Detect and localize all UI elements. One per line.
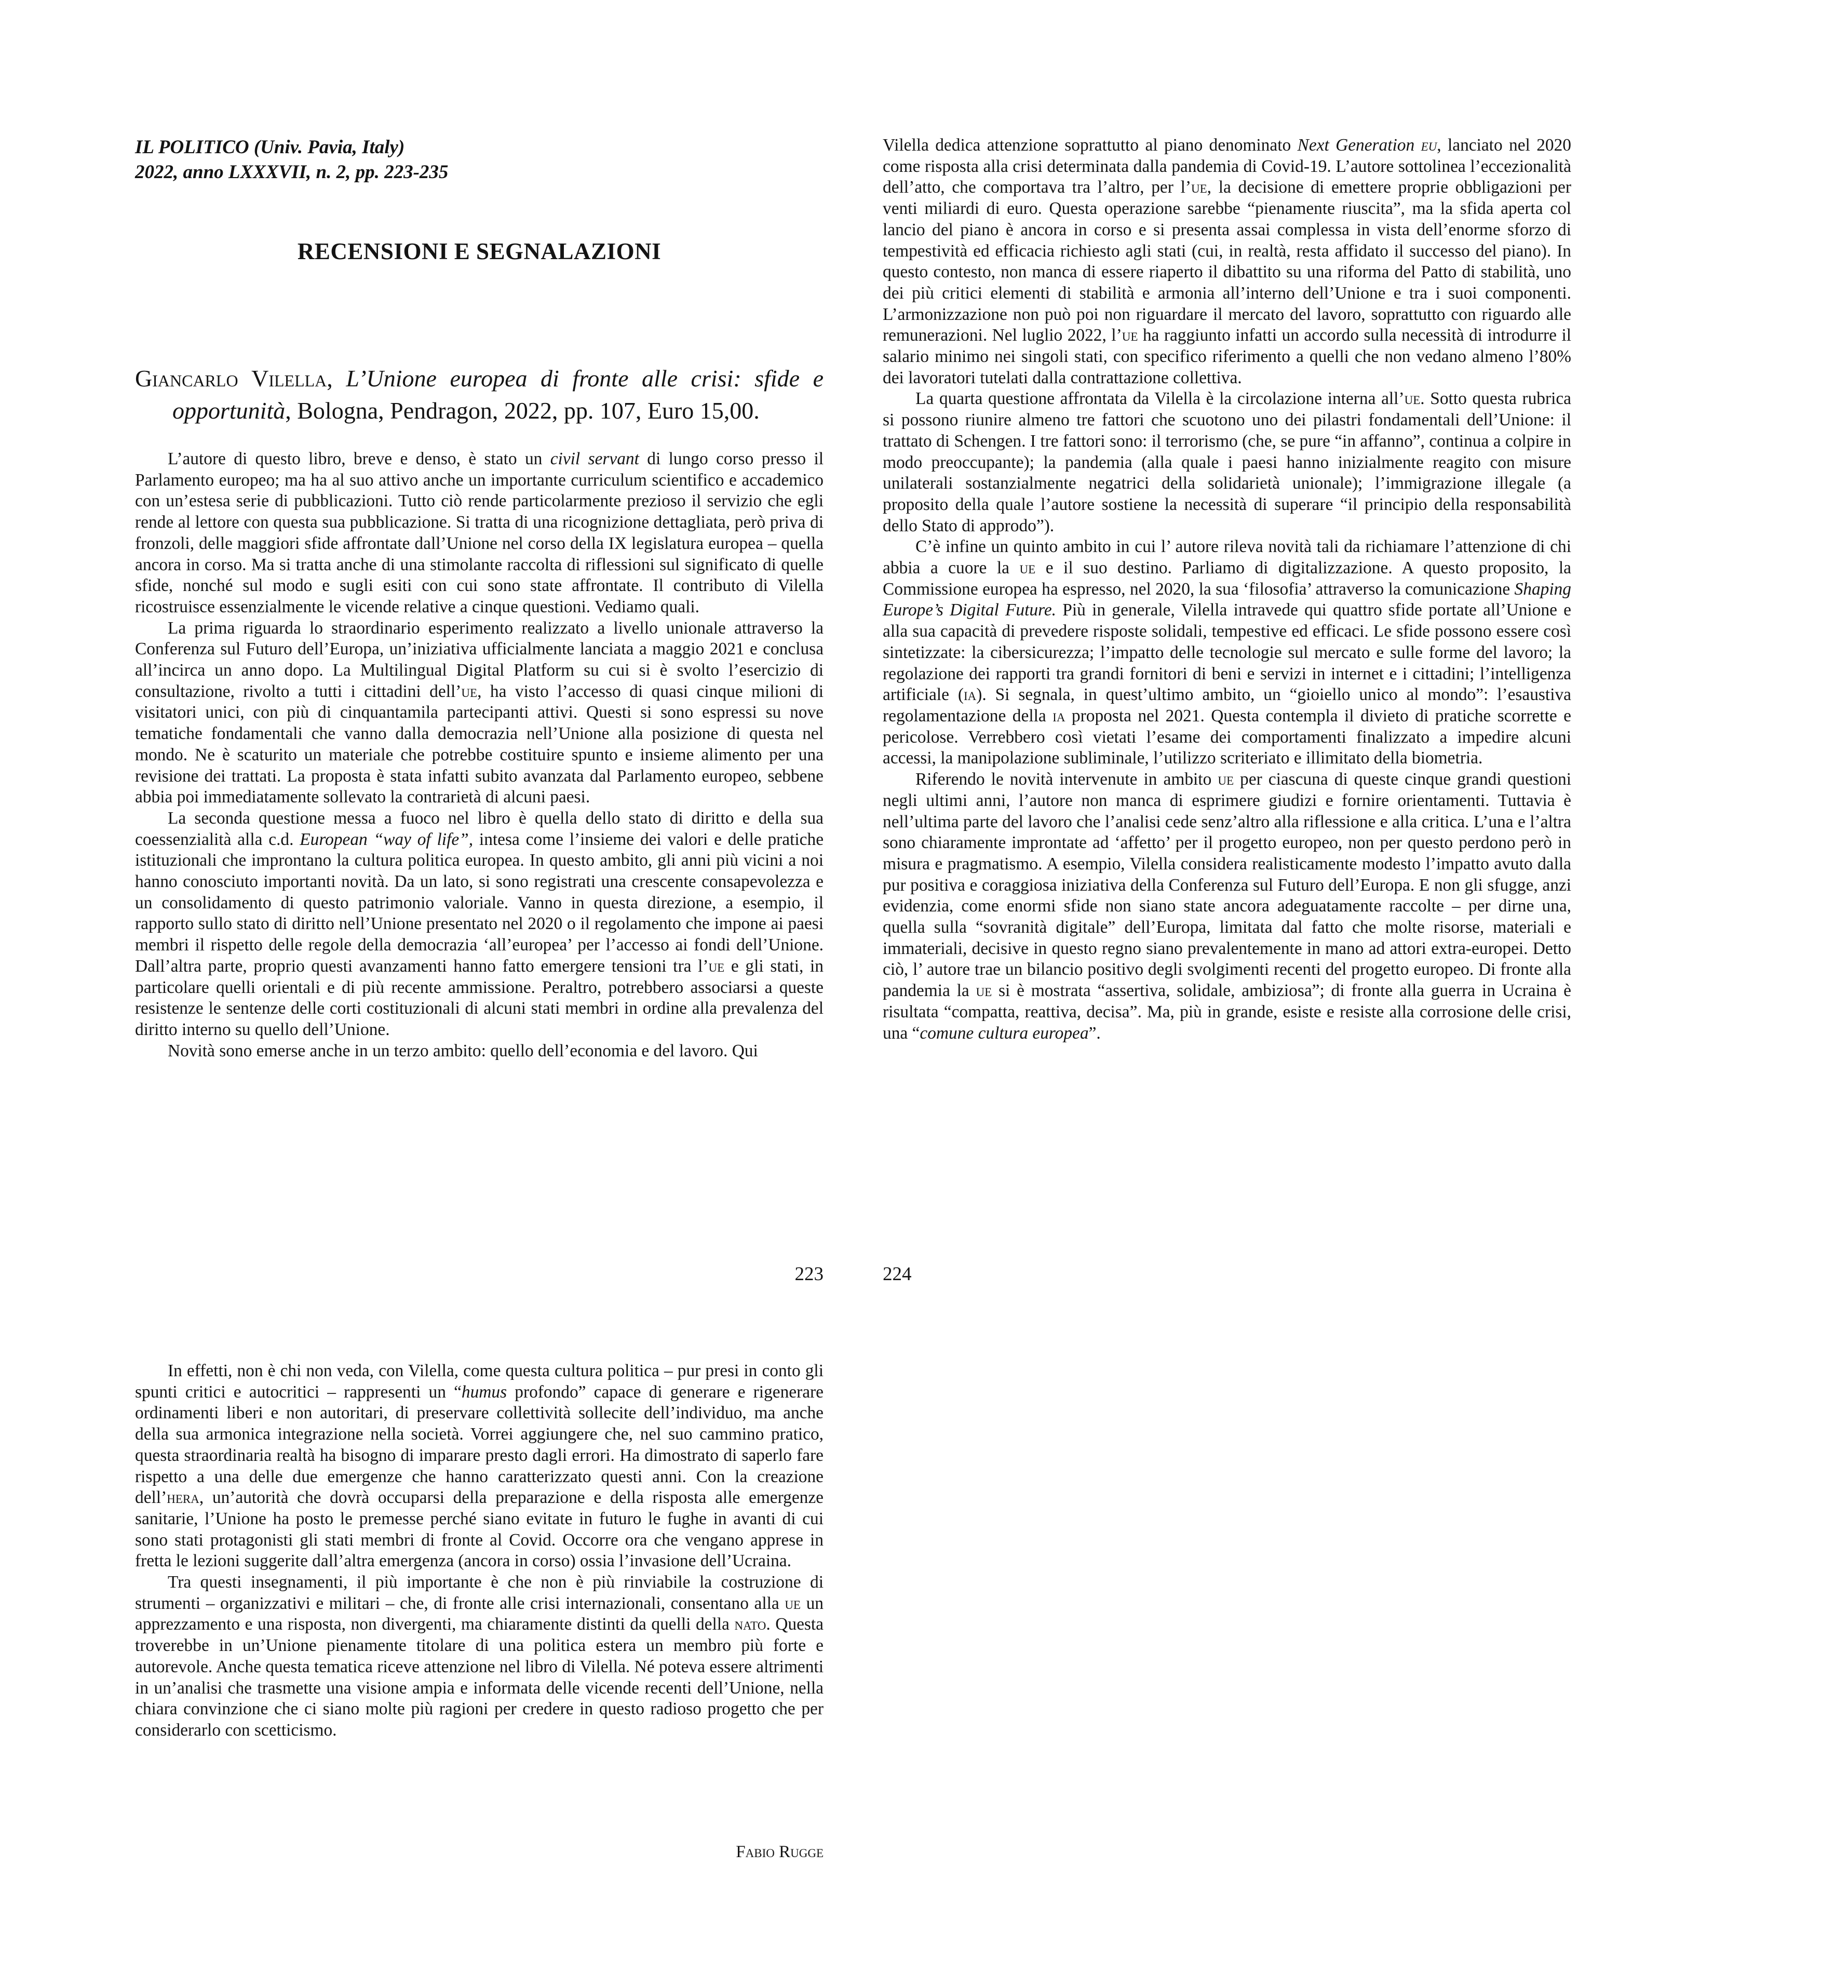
text-run: La prima riguarda lo straordinario esperimento realizzato a livello unionale attraverso la Conferenza sul Futuro dell’Europa, un’iniziativa ufficialmente lanciata a maggio 2021 e conclusa all’incirca un anno dopo. La Multilingual Digital Platform su cui si è svolto l’esercizio di consultazione, rivolto a tutti i cittadini dell’ [135,618,824,701]
reviewer-signature: Fabio Rugge [736,1843,824,1861]
author-first-name: Giancarlo [135,365,238,392]
paragraph [883,536,1571,769]
page-225 [135,1361,824,1932]
book-reference [135,362,824,427]
text-run: profondo” capace di generare e rigenerare ordinamenti liberi e non autoritari, di preservare collettività sollecite dell’individuo, ma anche della sua armonica integrazione nella società. Vorrei aggiungere che, nel suo cammino pratico, questa straordinaria realtà ha bisogno di imparare presto dagli errori. Ha dimostrato di saperlo fare rispetto a una delle due emergenze che hanno caratterizzato questi anni. Con la creazione dell’ [135,1382,824,1508]
text-run: di lungo corso presso il Parlamento europeo; ma ha al suo attivo anche un importante curriculum scientifico e accademico con un’estesa serie di pubblicazioni. Tutto ciò rende particolarmente prezioso il servizio che egli rende al lettore con questa sua pubblicazione. Si tratta di una ricognizione dettagliata, però priva di fronzoli, delle maggiori sfide affrontate dall’Unione nel corso della IX legislatura europea – quella ancora in corso. Ma si tratta anche di una stimolante raccolta di riflessioni sul significato di quelle sfide, nonché sul modo e sugli esiti con cui sono state affrontate. Il contributo di Vilella ricostruisce essenzialmente le vicende relative a cinque questioni. Vediamo quali. [135,449,824,616]
text-run: In effetti, non è chi non veda, con Vilella, come questa cultura politica – pur presi in conto gli spunti critici e autocritici – rappresenti un “ [135,1361,824,1402]
paragraph [135,1361,824,1572]
text-run: L’autore di questo libro, breve e denso, è stato un [168,449,550,468]
journal-line-2: 2022, anno LXXXVII, n. 2, pp. 223-235 [135,162,449,183]
emphasis: comune cultura europea [920,1023,1089,1043]
text-run: e il suo destino. Parliamo di digitalizzazione. A questo proposito, la Commissione europea ha espresso, nel 2020, la sua ‘filosofia’ attraverso la comunicazione [883,558,1571,599]
book-title: L’Unione europea di fronte alle crisi: sfide e opportunità [172,365,824,424]
text-run: proposta nel 2021. Questa contempla il divieto di pratiche scorrette e pericolose. Verrebbero così vietati l’esame dei comportamenti finalizzato a impedire alcuni accessi, la manipolazione subliminale, l’utilizzo scriteriato e illimitato della biometria. [883,706,1571,768]
text-run: Riferendo le novità intervenute in ambito [915,770,1218,789]
acronym: ia [963,685,977,705]
text-run: un apprezzamento e una risposta, non divergenti, ma chiaramente distinti da quelli della [135,1593,824,1634]
acronym: ue [976,981,992,1001]
text-run: si è mostrata “assertiva, solidale, ambiziosa”; di fronte alla guerra in Ucraina è risultata “compatta, reattiva, decisa”. Ma, più in grande, esiste e resiste alla corrosione delle crisi, una “ [883,981,1572,1043]
text-run: . Questa troverebbe in un’Unione pienamente titolare di una politica estera un membro più forte e autorevole. Anche questa tematica riceve attenzione nel libro di Vilella. Né poteva essere altrimenti in un’analisi che trasmette una visione ampia e informata delle vicende recenti dell’Unione, nella chiara convinzione che ci siano molte più ragioni per credere in questo radioso progetto che per considerarlo con scetticismo. [135,1615,824,1740]
emphasis: humus [461,1382,507,1402]
text-run: La quarta questione affrontata da Vilella è la circolazione interna all’ [915,389,1405,409]
author-last-name: Vilella [251,365,327,392]
acronym: hera [167,1488,199,1508]
emphasis: civil servant [550,449,639,468]
paragraph [883,135,1571,388]
paragraph [883,769,1571,1044]
emphasis: Next Generation [1297,136,1415,155]
section-title: RECENSIONI E SEGNALAZIONI [297,238,662,264]
text-run: e gli stati, in particolare quelli orientali e di più recente ammissione. Peraltro, potrebbero associarsi a queste resistenze le sentenze delle corti costituzionali di alcuni stati membri in ordine alla prevalenza del diritto interno su quello dell’Unione. [135,956,824,1039]
acronym: ue [785,1593,801,1613]
text-run: , la decisione di emettere proprie obbligazioni per venti miliardi di euro. Questa operazione sarebbe “pienamente riuscita”, ma la sfida aperta col lancio del piano è ancora in corso e si presenta assai complessa in vista dell’enorme sforzo di tempestività ed efficacia richiesto agli stati (cui, in realtà, resta affidato il successo del piano). In questo contesto, non manca di essere riaperto il dibattito su una riforma del Patto di stabilità, uno dei più critici elementi di stabilità e armonia all’interno dell’Unione e tra i suoi componenti. L’armonizzazione non può poi non riguardare il mercato del lavoro, soprattutto con riguardo alle remunerazioni. Nel luglio 2022, l’ [883,178,1571,345]
acronym: ue [1218,770,1234,789]
emphasis: Shaping Europe’s Digital Future. [883,579,1571,620]
paragraph [135,618,824,808]
text-run: Più in generale, Vilella intravede qui quattro sfide portate all’Unione e alla sua capacità di prevedere risposte solidali, tempestive ed efficaci. Le sfide possono essere così sintetizzate: la cibersicurezza; l’impatto delle tecnologie sul mercato e sulle forme del lavoro; la regolazione dei rapporti tra grandi fornitori di beni e servizi in internet e i cittadini; l’intelligenza artificiale ( [883,600,1571,705]
review-body-223 [135,449,824,1062]
paragraph [135,1572,824,1741]
text-run: Vilella dedica attenzione soprattutto al piano denominato [883,136,1298,155]
reference-separator: , [327,365,346,392]
acronym: eu [1421,136,1437,155]
text-run: intesa come l’insieme dei valori e delle pratiche istituzionali che improntano la cultura politica europea. In questo ambito, gli anni più vicini a noi hanno conosciuto importanti novità. Da un lato, si sono registrati una crescente consapevolezza e un consolidamento di questo patrimonio valoriale. Vanno in questa direzione, a esempio, il rapporto sullo stato di diritto nell’Unione presentato nel 2020 o il regolamento che impone ai paesi membri il rispetto delle regole della democrazia ‘all’europea’ per l’accesso ai fondi dell’Unione. Dall’altra parte, proprio questi avanzamenti hanno fatto emergere tensioni tra l’ [135,829,824,976]
text-run: , lanciato nel 2020 come risposta alla crisi determinata dalla pandemia di Covid-19. L’autore sottolinea l’eccezionalità dell’atto, che comportava tra l’altro, per l’ [883,136,1571,197]
acronym: ue [1404,389,1421,409]
text-run: , un’autorità che dovrà occuparsi della preparazione e della risposta alle emergenze sanitarie, l’Unione ha posto le premesse perché siano evitate in futuro le fughe in avanti di cui sono stati protagonisti gli stati membri di fronte al Covid. Occorre ora che vengano apprese in fretta le lezioni suggerite dall’altra emergenza (ancora in corso) ossia l’invasione dell’Ucraina. [135,1488,824,1571]
acronym: ue [708,956,725,976]
text-run: per ciascuna di queste cinque grandi questioni negli ultimi anni, l’autore non manca di esprimere giudizi e fornire orientamenti. Tuttavia è nell’ultima parte del lavoro che l’analisi cede senz’altro alla riflessione e alla critica. L’una e l’altra sono chiaramente improntate ad ‘affetto’ per il progetto europeo, non per questo perdono però in misura e pragmatismo. A esempio, Vilella considera realisticamente modesto l’impatto avuto dalla pur positiva e coraggiosa iniziativa della Conferenza sul Futuro dell’Europa. E non gli sfugge, anzi evidenzia, come enormi sfide non siano state ancora adeguatamente raccolte – per dirne una, quella sulla “sovranità digitale” dell’Europa, limitata dal fatto che molte risorse, materiali e immateriali, decisive in questo regno siano prevalentemente in mano ad attori extra-europei. Detto ciò, l’ autore trae un bilancio positivo degli svolgimenti recenti del progetto europeo. Di fronte alla pandemia la [883,770,1571,1001]
page-number: 223 [794,1264,824,1285]
paragraph [135,449,824,618]
review-body-224 [883,135,1571,1044]
acronym: nato [734,1615,766,1634]
page-number: 224 [883,1264,912,1285]
page-223 [135,135,824,1298]
text-run: Tra questi insegnamenti, il più importante è che non è più rinviabile la costruzione di strumenti – organizzativi e militari – che, di fronte alle crisi internazionali, consentano alla [135,1573,824,1613]
acronym: ia [1053,706,1065,726]
emphasis: European “way of life”, [300,829,474,849]
acronym: ue [1191,178,1207,197]
acronym: ue [461,681,478,701]
page-224 [883,135,1571,1298]
text-run: ). Si segnala, in quest’ultimo ambito, un “gioiello unico al mondo”: l’esaustiva regolamentazione della [883,685,1572,726]
journal-line-1: IL POLITICO (Univ. Pavia, Italy) [135,137,405,158]
acronym: ue [1122,326,1138,345]
acronym: ue [1019,558,1036,578]
paragraph: Novità sono emerse anche in un terzo ambito: quello dell’economia e del lavoro. Qui [168,1041,758,1060]
text-run: La seconda questione messa a fuoco nel libro è quella dello stato di diritto e della sua coessenzialità alla c.d. [135,808,824,849]
text-run: ha raggiunto infatti un accordo sulla necessità di introdurre il salario minimo nei singoli stati, con specifico riferimento a quelli che non vedano almeno l’80% dei lavoratori tutelati dalla contrattazione collettiva. [883,326,1571,387]
review-body-225 [135,1361,824,1741]
paragraph [135,808,824,1041]
book-details: , Bologna, Pendragon, 2022, pp. 107, Euro 15,00. [285,397,760,424]
text-run: ”. [1088,1023,1101,1043]
text-run: . Sotto questa rubrica si possono riunire almeno tre fattori che scuotono uno dei pilastri fondamentali dell’Unione: il trattato di Schengen. I tre fattori sono: il terrorismo (che, se pure “in affanno”, continua a colpire in modo preoccupante); la pandemia (alla quale i paesi hanno inizialmente reagito con misure unilaterali sostanzialmente negatrici della solidarietà unionale); l’immigrazione illegale (a proposito della quale l’autore sostiene la necessità di superare “il principio della responsabilità dello Stato di approdo”). [883,389,1571,535]
journal-header [135,135,448,185]
text-run: , ha visto l’accesso di quasi cinque milioni di visitatori unici, con più di cinquantamila partecipanti attivi. Questi si sono espressi su nove tematiche fondamentali che vanno dalla democrazia nell’Unione alla posizione di questa nel mondo. Ne è scaturito un materiale che potrebbe costituire spunto e insieme alimento per una revisione dei trattati. La proposta è stata infatti subito avanzata dal Parlamento europeo, sebbene abbia poi immediatamente sollevato la contrarietà di alcuni paesi. [135,681,824,807]
paragraph [883,388,1571,536]
text-run: C’è infine un quinto ambito in cui l’ autore rileva novità tali da richiamare l’attenzione di chi abbia a cuore la [883,537,1571,578]
